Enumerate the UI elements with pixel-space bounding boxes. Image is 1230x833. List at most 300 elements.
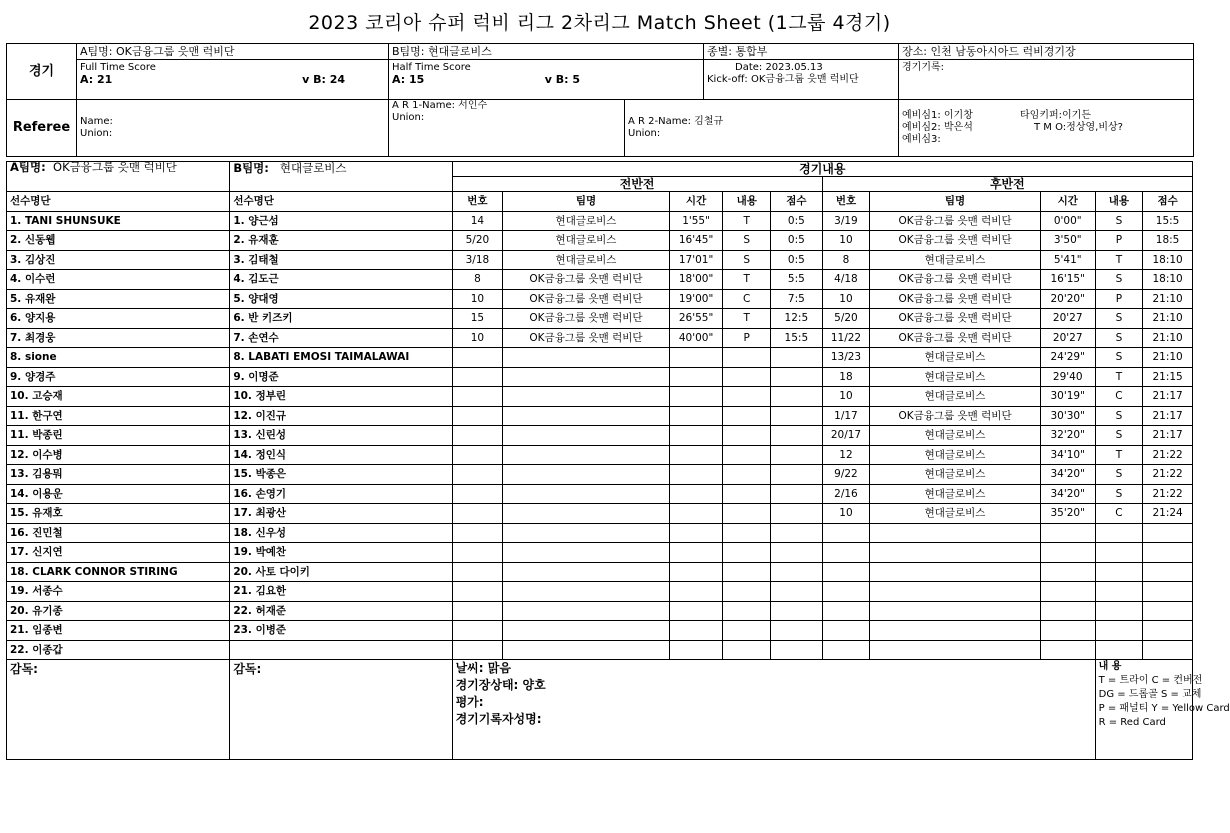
second-half-event-type: T — [1095, 250, 1143, 270]
first-half-event-time — [669, 562, 723, 582]
first-half-event-score — [771, 367, 823, 387]
first-half-event-team — [503, 640, 669, 660]
first-half-event-score — [771, 484, 823, 504]
first-half-event-time — [669, 484, 723, 504]
second-half-event-number — [822, 562, 870, 582]
second-half-event-score — [1143, 523, 1193, 543]
legend-line-3: P = 패널티 Y = Yellow Card — [1098, 703, 1230, 714]
team-b-header-name: 현대글로비스 — [279, 161, 347, 175]
second-half-event-score: 18:10 — [1143, 250, 1193, 270]
second-half-event-type: T — [1095, 445, 1143, 465]
second-half-event-number: 10 — [822, 387, 870, 407]
team-a-header-label: A팀명: — [10, 160, 46, 174]
referee-label: Referee — [7, 100, 77, 157]
first-half-event-time: 18'00" — [669, 270, 723, 290]
player-a: 19. 서종수 — [7, 582, 230, 602]
first-half-event-number — [452, 387, 503, 407]
second-half-header: 후반전 — [822, 177, 1192, 192]
ar2-union: Union: — [628, 128, 661, 139]
table-row — [7, 484, 1193, 504]
first-half-event-number — [452, 484, 503, 504]
second-half-event-score — [1143, 640, 1193, 660]
match-info-table — [6, 43, 1194, 157]
first-half-event-team — [503, 484, 669, 504]
first-half-event-team: 현대글로비스 — [503, 231, 669, 251]
reserve-2: 예비심2: 박은석 — [902, 122, 973, 133]
second-half-event-time: 20'27 — [1040, 309, 1095, 329]
page-title: 2023 코리아 슈퍼 럭비 리그 2차리그 Match Sheet (1그룹 4경기) — [308, 12, 891, 34]
second-half-event-score — [1143, 621, 1193, 641]
first-half-event-number — [452, 367, 503, 387]
second-half-event-time — [1040, 601, 1095, 621]
team-b-name: B팀명: 현대글로비스 — [389, 44, 703, 60]
player-a: 11. 박종린 — [7, 426, 230, 446]
player-b: 4. 김도근 — [230, 270, 452, 290]
first-half-event-score: 0:5 — [771, 231, 823, 251]
ar1-name: A R 1-Name: 서인수 — [392, 100, 488, 111]
legend-line-1: T = 트라이 C = 컨버전 — [1098, 675, 1203, 686]
second-half-event-time: 20'27 — [1040, 328, 1095, 348]
second-half-event-type: S — [1095, 328, 1143, 348]
second-half-event-score — [1143, 562, 1193, 582]
second-half-event-time — [1040, 621, 1095, 641]
first-half-event-number: 10 — [452, 328, 503, 348]
first-half-event-time — [669, 523, 723, 543]
first-half-event-number — [452, 582, 503, 602]
first-half-event-type — [723, 465, 771, 485]
table-row — [7, 309, 1193, 329]
player-a: 8. sione — [7, 348, 230, 368]
first-half-event-type — [723, 601, 771, 621]
half-time-label: Half Time Score — [392, 62, 471, 73]
half-time-b: v B: 5 — [544, 73, 580, 86]
ar2-name: A R 2-Name: 김철규 — [628, 116, 724, 127]
table-row — [7, 406, 1193, 426]
second-half-event-score — [1143, 582, 1193, 602]
first-half-event-team: OK금융그룹 읏맨 럭비단 — [503, 270, 669, 290]
first-half-event-number — [452, 348, 503, 368]
player-a: 13. 김용뭐 — [7, 465, 230, 485]
second-half-event-number: 20/17 — [822, 426, 870, 446]
player-b: 21. 김요한 — [230, 582, 452, 602]
second-half-event-number — [822, 582, 870, 602]
first-half-event-time — [669, 601, 723, 621]
first-half-event-type — [723, 640, 771, 660]
table-row — [7, 465, 1193, 485]
legend-line-4: R = Red Card — [1098, 717, 1166, 728]
player-a: 6. 양지용 — [7, 309, 230, 329]
first-half-event-team: OK금융그룹 읏맨 럭비단 — [503, 289, 669, 309]
first-half-event-time — [669, 445, 723, 465]
second-half-event-time: 16'15" — [1040, 270, 1095, 290]
second-half-event-number: 5/20 — [822, 309, 870, 329]
second-half-event-team: OK금융그룹 읏맨 럭비단 — [870, 309, 1041, 329]
first-half-event-score — [771, 601, 823, 621]
table-row — [7, 543, 1193, 563]
col-time: 시간 — [669, 192, 723, 212]
first-half-event-score — [771, 562, 823, 582]
player-b: 19. 박예찬 — [230, 543, 452, 563]
first-half-event-team: 현대글로비스 — [503, 250, 669, 270]
first-half-event-score — [771, 640, 823, 660]
second-half-event-score: 21:10 — [1143, 289, 1193, 309]
second-half-event-team: 현대글로비스 — [870, 426, 1041, 446]
ar1-union: Union: — [392, 112, 425, 123]
first-half-event-team — [503, 367, 669, 387]
first-half-event-team — [503, 601, 669, 621]
second-half-event-type: S — [1095, 348, 1143, 368]
player-b: 2. 유재훈 — [230, 231, 452, 251]
first-half-event-time: 26'55" — [669, 309, 723, 329]
second-half-event-time: 5'41" — [1040, 250, 1095, 270]
second-half-event-team: OK금융그룹 읏맨 럭비단 — [870, 289, 1041, 309]
reserve-1: 예비심1: 이기창 — [902, 110, 973, 121]
second-half-event-team: OK금융그룹 읏맨 럭비단 — [870, 406, 1041, 426]
table-row — [7, 504, 1193, 524]
division-info — [704, 44, 899, 100]
first-half-event-time — [669, 504, 723, 524]
first-half-event-score — [771, 465, 823, 485]
table-row — [7, 640, 1193, 660]
player-b: 14. 정인식 — [230, 445, 452, 465]
second-half-event-time: 20'20" — [1040, 289, 1095, 309]
player-b: 18. 신우성 — [230, 523, 452, 543]
first-half-event-number — [452, 465, 503, 485]
first-half-event-type — [723, 582, 771, 602]
second-half-event-time: 29'40 — [1040, 367, 1095, 387]
table-row — [7, 250, 1193, 270]
first-half-event-number — [452, 523, 503, 543]
second-half-event-number: 4/18 — [822, 270, 870, 290]
first-half-event-number — [452, 504, 503, 524]
col-team: 팀명 — [503, 192, 669, 212]
table-row — [7, 328, 1193, 348]
second-half-event-team: 현대글로비스 — [870, 250, 1041, 270]
first-half-event-number — [452, 640, 503, 660]
first-half-event-time: 16'45" — [669, 231, 723, 251]
second-half-event-number: 8 — [822, 250, 870, 270]
first-half-event-time — [669, 465, 723, 485]
second-half-event-number: 18 — [822, 367, 870, 387]
second-half-event-team: 현대글로비스 — [870, 504, 1041, 524]
second-half-event-time — [1040, 523, 1095, 543]
first-half-event-score — [771, 582, 823, 602]
second-half-event-team: OK금융그룹 읏맨 럭비단 — [870, 328, 1041, 348]
second-half-event-time: 3'50" — [1040, 231, 1095, 251]
first-half-event-type — [723, 543, 771, 563]
first-half-event-score: 5:5 — [771, 270, 823, 290]
first-half-event-number — [452, 406, 503, 426]
table-row — [7, 211, 1193, 231]
second-half-event-type: S — [1095, 406, 1143, 426]
full-time-b: v B: 24 — [302, 73, 345, 86]
first-half-event-time — [669, 621, 723, 641]
first-half-event-time — [669, 367, 723, 387]
first-half-event-type — [723, 484, 771, 504]
first-half-event-team — [503, 621, 669, 641]
first-half-header: 전반전 — [452, 177, 822, 192]
player-b: 10. 정부린 — [230, 387, 452, 407]
first-half-event-number — [452, 562, 503, 582]
second-half-event-time: 30'19" — [1040, 387, 1095, 407]
table-row — [7, 270, 1193, 290]
second-half-event-number: 10 — [822, 231, 870, 251]
officials-info — [899, 100, 1194, 157]
first-half-event-time — [669, 640, 723, 660]
first-half-event-type — [723, 348, 771, 368]
table-row — [7, 387, 1193, 407]
player-a: 21. 임종변 — [7, 621, 230, 641]
first-half-event-score — [771, 406, 823, 426]
second-half-event-team — [870, 640, 1041, 660]
col-content: 내용 — [1095, 192, 1143, 212]
content-header: 경기내용 — [452, 162, 1192, 177]
second-half-event-type — [1095, 601, 1143, 621]
first-half-event-score — [771, 504, 823, 524]
second-half-event-number: 11/22 — [822, 328, 870, 348]
player-b: 22. 허재준 — [230, 601, 452, 621]
first-half-event-score: 15:5 — [771, 328, 823, 348]
player-b: 12. 이진규 — [230, 406, 452, 426]
second-half-event-number: 13/23 — [822, 348, 870, 368]
second-half-event-time: 32'20" — [1040, 426, 1095, 446]
team-b-header — [230, 162, 452, 192]
second-half-event-team: 현대글로비스 — [870, 465, 1041, 485]
player-b: 15. 박종은 — [230, 465, 452, 485]
second-half-event-team — [870, 543, 1041, 563]
table-row — [7, 601, 1193, 621]
player-b: 7. 손연수 — [230, 328, 452, 348]
table-row — [7, 348, 1193, 368]
conditions — [452, 660, 1095, 760]
first-half-event-number — [452, 601, 503, 621]
col-content: 내용 — [723, 192, 771, 212]
first-half-event-type: T — [723, 211, 771, 231]
second-half-event-number — [822, 523, 870, 543]
player-b: 6. 반 키즈키 — [230, 309, 452, 329]
second-half-event-type: C — [1095, 387, 1143, 407]
second-half-event-time: 34'20" — [1040, 465, 1095, 485]
referee-union: Union: — [80, 128, 113, 139]
second-half-event-time: 35'20" — [1040, 504, 1095, 524]
player-b: 17. 최광산 — [230, 504, 452, 524]
player-b: 8. LABATI EMOSI TAIMALAWAI — [230, 348, 452, 368]
first-half-event-number — [452, 426, 503, 446]
table-row — [7, 445, 1193, 465]
half-time-a: A: 15 — [392, 73, 425, 86]
roster-header-a: 선수명단 — [7, 192, 230, 212]
team-b-header-label: B팀명: — [233, 161, 269, 175]
player-b: 16. 손영기 — [230, 484, 452, 504]
first-half-event-number: 8 — [452, 270, 503, 290]
col-number: 번호 — [822, 192, 870, 212]
first-half-event-score — [771, 543, 823, 563]
player-a: 11. 한구연 — [7, 406, 230, 426]
player-b — [230, 640, 452, 660]
second-half-event-type — [1095, 640, 1143, 660]
first-half-event-time — [669, 543, 723, 563]
first-half-event-time — [669, 348, 723, 368]
second-half-event-score: 21:17 — [1143, 426, 1193, 446]
first-half-event-time: 17'01" — [669, 250, 723, 270]
first-half-event-type — [723, 621, 771, 641]
second-half-event-team — [870, 601, 1041, 621]
table-row — [7, 562, 1193, 582]
second-half-event-score — [1143, 601, 1193, 621]
col-score: 점수 — [1143, 192, 1193, 212]
col-number: 번호 — [452, 192, 503, 212]
second-half-event-score: 21:24 — [1143, 504, 1193, 524]
player-b: 20. 사토 다이키 — [230, 562, 452, 582]
tmo: T M O:정상영,비상? — [1034, 122, 1123, 133]
team-a-header — [7, 162, 230, 192]
second-half-event-number — [822, 543, 870, 563]
roster-header-b: 선수명단 — [230, 192, 452, 212]
player-b: 5. 양대영 — [230, 289, 452, 309]
second-half-event-score: 21:22 — [1143, 445, 1193, 465]
player-a: 15. 유재호 — [7, 504, 230, 524]
second-half-event-type: S — [1095, 426, 1143, 446]
first-half-event-type — [723, 367, 771, 387]
legend-title: 내 용 — [1098, 661, 1122, 672]
first-half-event-team — [503, 387, 669, 407]
match-date: Date: 2023.05.13 — [735, 62, 823, 73]
player-b: 3. 김태철 — [230, 250, 452, 270]
player-a: 16. 진민철 — [7, 523, 230, 543]
first-half-event-team — [503, 465, 669, 485]
first-half-event-team: 현대글로비스 — [503, 211, 669, 231]
first-half-event-number: 3/18 — [452, 250, 503, 270]
second-half-event-number — [822, 640, 870, 660]
assistant-referees — [389, 100, 899, 157]
team-b-info — [389, 44, 704, 100]
second-half-event-time: 34'10" — [1040, 445, 1095, 465]
second-half-event-type — [1095, 562, 1143, 582]
second-half-event-type — [1095, 543, 1143, 563]
match-content-table — [6, 160, 1230, 760]
second-half-event-score: 21:10 — [1143, 348, 1193, 368]
second-half-event-team — [870, 582, 1041, 602]
second-half-event-time: 30'30" — [1040, 406, 1095, 426]
team-a-name: A팀명: OK금융그룹 읏맨 럭비단 — [77, 44, 388, 60]
second-half-event-score: 21:22 — [1143, 465, 1193, 485]
player-a: 9. 양경주 — [7, 367, 230, 387]
first-half-event-team — [503, 426, 669, 446]
second-half-event-team: OK금융그룹 읏맨 럭비단 — [870, 211, 1041, 231]
second-half-event-type: S — [1095, 465, 1143, 485]
table-row — [7, 582, 1193, 602]
first-half-event-score: 7:5 — [771, 289, 823, 309]
reserve-3: 예비심3: — [902, 134, 941, 145]
second-half-event-type — [1095, 582, 1143, 602]
first-half-event-score — [771, 523, 823, 543]
venue: 장소: 인천 남동아시아드 럭비경기장 — [899, 44, 1193, 60]
first-half-event-team — [503, 582, 669, 602]
first-half-event-time: 19'00" — [669, 289, 723, 309]
second-half-event-type: T — [1095, 367, 1143, 387]
second-half-event-number — [822, 621, 870, 641]
table-row — [7, 367, 1193, 387]
player-b: 23. 이병준 — [230, 621, 452, 641]
second-half-event-type: C — [1095, 504, 1143, 524]
player-a: 7. 최경웅 — [7, 328, 230, 348]
legend — [1095, 660, 1230, 760]
table-row — [7, 426, 1193, 446]
second-half-event-time — [1040, 582, 1095, 602]
first-half-event-score — [771, 445, 823, 465]
first-half-event-type: S — [723, 231, 771, 251]
first-half-event-score — [771, 348, 823, 368]
second-half-event-number: 1/17 — [822, 406, 870, 426]
table-row — [7, 621, 1193, 641]
venue-info — [899, 44, 1194, 100]
referee-name: Name: — [80, 116, 113, 127]
first-half-event-team — [503, 523, 669, 543]
legend-line-2: DG = 드롭골 S = 교체 — [1098, 689, 1202, 700]
first-half-event-type: T — [723, 309, 771, 329]
first-half-event-score — [771, 426, 823, 446]
division: 종별: 통합부 — [704, 44, 898, 60]
first-half-event-team — [503, 543, 669, 563]
first-half-event-type: P — [723, 328, 771, 348]
first-half-event-time: 1'55" — [669, 211, 723, 231]
first-half-event-type — [723, 504, 771, 524]
second-half-event-number: 3/19 — [822, 211, 870, 231]
second-half-event-time — [1040, 562, 1095, 582]
first-half-event-team — [503, 445, 669, 465]
first-half-event-team: OK금융그룹 읏맨 럭비단 — [503, 309, 669, 329]
first-half-event-score — [771, 621, 823, 641]
player-a: 1. TANI SHUNSUKE — [7, 211, 230, 231]
player-a: 22. 이종갑 — [7, 640, 230, 660]
referee-info — [77, 100, 389, 157]
first-half-event-type: S — [723, 250, 771, 270]
first-half-event-time — [669, 387, 723, 407]
first-half-event-type: T — [723, 270, 771, 290]
second-half-event-team: OK금융그룹 읏맨 럭비단 — [870, 270, 1041, 290]
weather: 날씨: 맑음 — [455, 661, 511, 675]
second-half-event-team — [870, 562, 1041, 582]
player-a: 2. 신동웹 — [7, 231, 230, 251]
field-condition: 경기장상태: 양호 — [455, 678, 546, 692]
second-half-event-score: 21:17 — [1143, 387, 1193, 407]
second-half-event-number: 12 — [822, 445, 870, 465]
first-half-event-type — [723, 562, 771, 582]
evaluation: 평가: — [455, 695, 484, 709]
col-time: 시간 — [1040, 192, 1095, 212]
first-half-event-type — [723, 387, 771, 407]
second-half-event-team: 현대글로비스 — [870, 484, 1041, 504]
first-half-event-type: C — [723, 289, 771, 309]
second-half-event-team: 현대글로비스 — [870, 445, 1041, 465]
first-half-event-type — [723, 445, 771, 465]
second-half-event-team: 현대글로비스 — [870, 367, 1041, 387]
first-half-event-score: 0:5 — [771, 250, 823, 270]
second-half-event-number — [822, 601, 870, 621]
player-a: 12. 이수병 — [7, 445, 230, 465]
first-half-event-team — [503, 562, 669, 582]
first-half-event-time — [669, 582, 723, 602]
second-half-event-time: 0'00" — [1040, 211, 1095, 231]
second-half-event-time: 24'29" — [1040, 348, 1095, 368]
first-half-event-number: 5/20 — [452, 231, 503, 251]
player-b: 1. 양근섬 — [230, 211, 452, 231]
player-a: 3. 김상진 — [7, 250, 230, 270]
second-half-event-number: 9/22 — [822, 465, 870, 485]
first-half-event-number: 14 — [452, 211, 503, 231]
first-half-event-time: 40'00" — [669, 328, 723, 348]
second-half-event-score — [1143, 543, 1193, 563]
